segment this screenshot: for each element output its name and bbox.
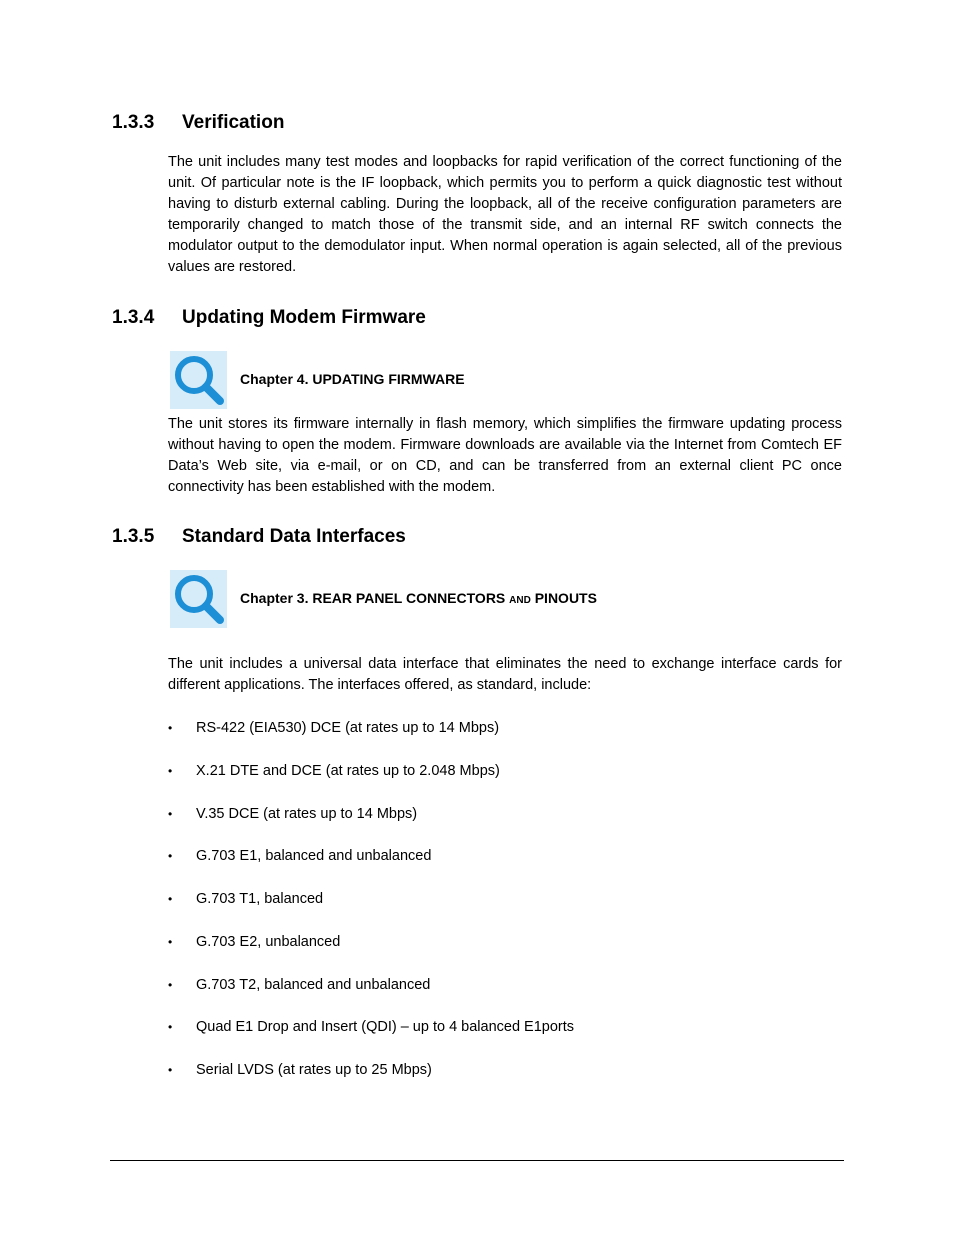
bullet-icon: • xyxy=(168,721,173,735)
section-heading-verification xyxy=(112,112,284,134)
list-item: • Serial LVDS (at rates up to 25 Mbps) xyxy=(168,1062,432,1078)
magnifier-icon xyxy=(170,570,227,628)
section-title: Verification xyxy=(182,112,285,133)
interfaces-paragraph: The unit includes a universal data interface that eliminates the need to exchange interface cards for different applications. The interfaces offered, as standard, include: xyxy=(168,656,842,693)
bullet-icon: • xyxy=(168,849,173,863)
section-heading-firmware xyxy=(112,307,426,329)
list-item: • RS-422 (EIA530) DCE (at rates up to 14 Mbps) xyxy=(168,720,500,736)
section-title: Updating Modem Firmware xyxy=(182,307,426,328)
interfaces-reference-label[interactable] xyxy=(240,589,597,610)
list-item: • G.703 E2, unbalanced xyxy=(168,934,341,950)
reference-label-and: AND xyxy=(509,595,531,606)
firmware-paragraph: The unit stores its firmware internally in flash memory, which simplifies the firmware updating process without having to open the modem. Firmware downloads are available via the Internet from Comtech EF Data’s Web site, via e-mail, or on CD, and can be transferred from an external client PC once connectivity has been established with the modem. xyxy=(168,416,842,495)
bullet-icon: • xyxy=(168,807,173,821)
bullet-icon: • xyxy=(168,1063,173,1077)
section-number: 1.3.5 xyxy=(112,526,155,547)
verification-paragraph: The unit includes many test modes and loopbacks for rapid verification of the correct functioning of the unit. Of particular note is the IF loopback, which permits you to perform a quick diagnostic test without having to disturb external cabling. During the loopback, all of the receive configuration parameters are temporarily changed to match those of the transmit side, and an internal RF switch connects the modulator output to the demodulator input. When normal operation is again selected, all of the previous values are restored. xyxy=(168,154,842,275)
magnifier-icon xyxy=(170,351,227,409)
list-item: • Quad E1 Drop and Insert (QDI) – up to 4 balanced E1ports xyxy=(168,1019,575,1035)
bullet-icon: • xyxy=(168,978,173,992)
list-item: • G.703 E1, balanced and unbalanced xyxy=(168,848,432,864)
reference-label-part: Chapter 3. REAR PANEL CONNECTORS xyxy=(240,590,510,606)
list-item: • G.703 T1, balanced xyxy=(168,891,324,907)
reference-label-part: PINOUTS xyxy=(530,590,597,606)
bullet-icon: • xyxy=(168,764,173,778)
bullet-icon: • xyxy=(168,892,173,906)
firmware-reference-label[interactable]: Chapter 4. UPDATING FIRMWARE xyxy=(240,371,465,387)
interfaces-chapter-reference[interactable] xyxy=(170,570,770,628)
section-number: 1.3.3 xyxy=(112,112,155,133)
firmware-chapter-reference[interactable] xyxy=(170,351,770,409)
bullet-icon: • xyxy=(168,935,173,949)
bullet-icon: • xyxy=(168,1020,173,1034)
list-item: • G.703 T2, balanced and unbalanced xyxy=(168,977,431,993)
list-item: • X.21 DTE and DCE (at rates up to 2.048 Mbps) xyxy=(168,763,500,779)
section-heading-interfaces xyxy=(112,526,406,548)
section-number: 1.3.4 xyxy=(112,307,155,328)
footer-divider xyxy=(110,1160,844,1161)
section-title: Standard Data Interfaces xyxy=(182,526,406,547)
list-item: • V.35 DCE (at rates up to 14 Mbps) xyxy=(168,806,418,822)
